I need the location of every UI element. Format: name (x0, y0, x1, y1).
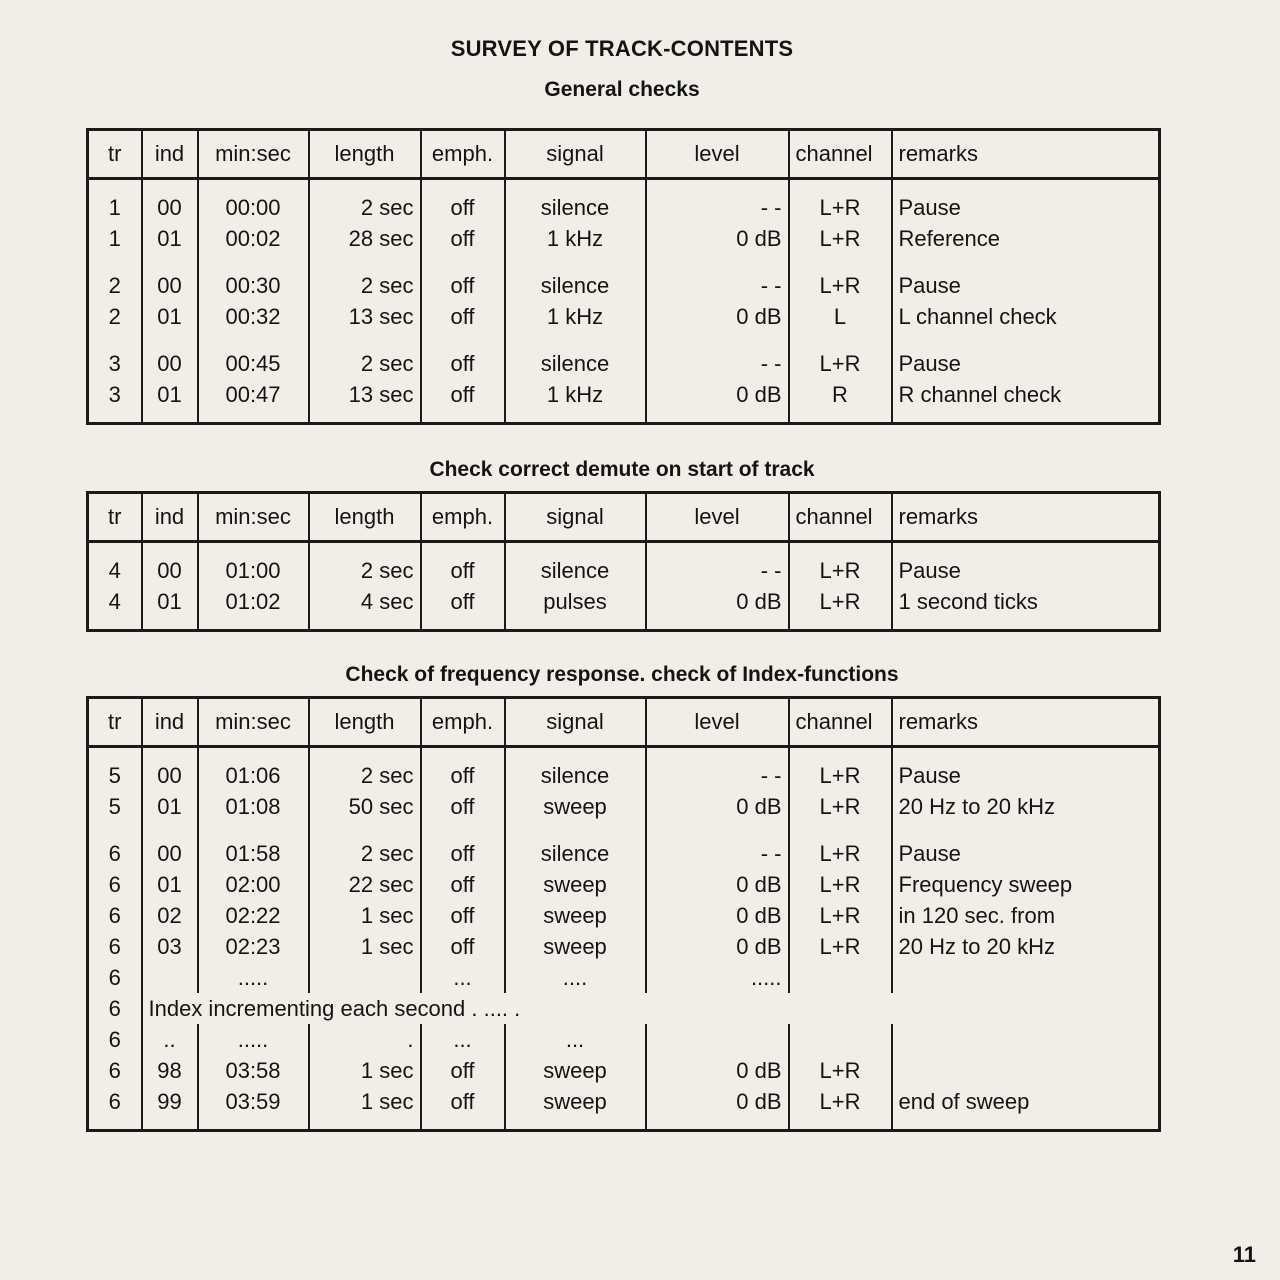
row-spacer (88, 179, 1160, 193)
cell-ind: 00 (142, 348, 198, 379)
cell-min-sec: 00:30 (198, 270, 309, 301)
cell-length: 1 sec (309, 900, 421, 931)
cell-ind: 00 (142, 838, 198, 869)
table-row (88, 931, 1160, 962)
cell-emph: off (421, 586, 505, 617)
cell-ind: 01 (142, 223, 198, 254)
header-col-length: length (309, 493, 421, 542)
cell-length: 13 sec (309, 301, 421, 332)
cell-remarks: Pause (892, 555, 1160, 586)
cell-min-sec: 00:02 (198, 223, 309, 254)
cell-remarks: in 120 sec. from (892, 900, 1160, 931)
cell-ind: 01 (142, 379, 198, 410)
cell-channel (789, 962, 892, 993)
cell-tr: 6 (108, 965, 121, 990)
cell-length (309, 962, 421, 993)
row-spacer (88, 410, 1160, 424)
cell-length: 2 sec (309, 555, 421, 586)
cell-index-note: Index incrementing each second . .... . (142, 993, 1160, 1024)
cell-remarks (892, 1024, 1160, 1055)
table-row (88, 993, 1160, 1024)
cell-signal: sweep (505, 1055, 646, 1086)
cell-min-sec: 02:23 (198, 931, 309, 962)
cell-signal: silence (505, 348, 646, 379)
row-spacer (88, 254, 1160, 270)
cell-signal: sweep (505, 1086, 646, 1117)
frequency-response-table (86, 696, 1161, 1132)
cell-ind: 01 (142, 586, 198, 617)
section-title-general-checks: General checks (544, 78, 700, 101)
row-spacer (88, 822, 1160, 838)
header-col-signal: signal (505, 698, 646, 747)
table-row (88, 192, 1160, 223)
cell-tr: 3 (108, 382, 121, 407)
cell-emph: off (421, 301, 505, 332)
cell-remarks: Reference (892, 223, 1160, 254)
cell-min-sec: ..... (198, 1024, 309, 1055)
cell-length: 1 sec (309, 931, 421, 962)
cell-signal: sweep (505, 791, 646, 822)
cell-level: 0 dB (646, 1086, 789, 1117)
table-row (88, 223, 1160, 254)
cell-tr: 6 (108, 1058, 121, 1083)
cell-level: - - (646, 348, 789, 379)
cell-ind: 00 (142, 270, 198, 301)
cell-tr: 5 (108, 794, 121, 819)
cell-min-sec: 03:58 (198, 1055, 309, 1086)
cell-min-sec: 01:06 (198, 760, 309, 791)
cell-tr: 5 (108, 763, 121, 788)
demute-check-table (86, 491, 1161, 632)
cell-tr: 6 (108, 872, 121, 897)
cell-level: 0 dB (646, 900, 789, 931)
cell-level: 0 dB (646, 869, 789, 900)
table-row (88, 586, 1160, 617)
header-col-signal: signal (505, 493, 646, 542)
cell-level: 0 dB (646, 223, 789, 254)
table-row (88, 348, 1160, 379)
table-row (88, 1055, 1160, 1086)
cell-tr: 6 (108, 841, 121, 866)
table-row (88, 838, 1160, 869)
header-col-channel: channel (789, 130, 892, 179)
header-col-min-sec: min:sec (198, 493, 309, 542)
cell-level: - - (646, 192, 789, 223)
table-row (88, 1086, 1160, 1117)
header-col-ind: ind (142, 698, 198, 747)
table-row (88, 379, 1160, 410)
row-spacer (88, 617, 1160, 631)
cell-level: - - (646, 760, 789, 791)
cell-ind: 03 (142, 931, 198, 962)
cell-channel: L+R (789, 760, 892, 791)
cell-signal: ... (505, 1024, 646, 1055)
header-col-emph: emph. (421, 493, 505, 542)
cell-emph: off (421, 192, 505, 223)
cell-emph: off (421, 931, 505, 962)
page-title: SURVEY OF TRACK-CONTENTS (450, 36, 794, 61)
header-col-tr: tr (88, 130, 142, 179)
cell-signal: 1 kHz (505, 379, 646, 410)
table-header (88, 698, 1160, 747)
cell-min-sec: 03:59 (198, 1086, 309, 1117)
cell-signal: silence (505, 760, 646, 791)
cell-ind: 99 (142, 1086, 198, 1117)
cell-signal: silence (505, 555, 646, 586)
cell-emph: off (421, 791, 505, 822)
cell-emph: off (421, 270, 505, 301)
cell-level: 0 dB (646, 931, 789, 962)
cell-remarks: Pause (892, 270, 1160, 301)
cell-signal: 1 kHz (505, 301, 646, 332)
cell-remarks: Pause (892, 838, 1160, 869)
cell-emph: off (421, 838, 505, 869)
cell-remarks: Pause (892, 760, 1160, 791)
header-col-signal: signal (505, 130, 646, 179)
cell-signal: silence (505, 270, 646, 301)
row-spacer (88, 1117, 1160, 1131)
cell-tr: 4 (108, 589, 121, 614)
cell-remarks: 20 Hz to 20 kHz (892, 931, 1160, 962)
cell-length: 2 sec (309, 348, 421, 379)
header-col-length: length (309, 698, 421, 747)
cell-tr: 3 (108, 351, 121, 376)
cell-ind: 00 (142, 555, 198, 586)
cell-min-sec: 01:00 (198, 555, 309, 586)
cell-emph: off (421, 379, 505, 410)
header-col-tr: tr (88, 493, 142, 542)
header-col-level: level (646, 130, 789, 179)
cell-channel: L+R (789, 931, 892, 962)
header-col-ind: ind (142, 130, 198, 179)
cell-channel: L+R (789, 223, 892, 254)
cell-length: 2 sec (309, 838, 421, 869)
cell-emph: ... (421, 1024, 505, 1055)
cell-length: 2 sec (309, 760, 421, 791)
cell-level: 0 dB (646, 791, 789, 822)
cell-channel: L+R (789, 1055, 892, 1086)
cell-length: 1 sec (309, 1086, 421, 1117)
cell-length: 22 sec (309, 869, 421, 900)
header-col-remarks: remarks (892, 698, 1160, 747)
cell-level: 0 dB (646, 586, 789, 617)
cell-remarks: R channel check (892, 379, 1160, 410)
table-row (88, 962, 1160, 993)
section-title-frequency-response: Check of frequency response. check of Index-functions (345, 663, 899, 686)
table-header (88, 493, 1160, 542)
cell-signal: pulses (505, 586, 646, 617)
cell-emph: off (421, 900, 505, 931)
cell-ind: 02 (142, 900, 198, 931)
cell-channel: L+R (789, 192, 892, 223)
cell-length: 2 sec (309, 192, 421, 223)
cell-channel: L+R (789, 869, 892, 900)
cell-signal: .... (505, 962, 646, 993)
row-spacer (88, 542, 1160, 556)
cell-ind (142, 962, 198, 993)
table-row (88, 869, 1160, 900)
header-col-level: level (646, 698, 789, 747)
cell-remarks: 20 Hz to 20 kHz (892, 791, 1160, 822)
cell-emph: off (421, 555, 505, 586)
cell-length: 13 sec (309, 379, 421, 410)
cell-tr: 6 (108, 1027, 121, 1052)
cell-emph: off (421, 1086, 505, 1117)
cell-min-sec: 01:02 (198, 586, 309, 617)
table-row (88, 760, 1160, 791)
table-row (88, 555, 1160, 586)
cell-ind: 01 (142, 301, 198, 332)
section-title-demute-check: Check correct demute on start of track (429, 458, 815, 481)
cell-signal: silence (505, 838, 646, 869)
header-col-level: level (646, 493, 789, 542)
cell-signal: 1 kHz (505, 223, 646, 254)
cell-min-sec: 00:45 (198, 348, 309, 379)
cell-channel: L (789, 301, 892, 332)
table-row (88, 270, 1160, 301)
page-number: 11 (1232, 1242, 1256, 1267)
cell-channel (789, 1024, 892, 1055)
cell-remarks (892, 962, 1160, 993)
table-row (88, 1024, 1160, 1055)
cell-length: 50 sec (309, 791, 421, 822)
cell-remarks: end of sweep (892, 1086, 1160, 1117)
header-col-min-sec: min:sec (198, 698, 309, 747)
cell-min-sec: 00:32 (198, 301, 309, 332)
cell-min-sec: ..... (198, 962, 309, 993)
cell-length: . (309, 1024, 421, 1055)
cell-channel: L+R (789, 838, 892, 869)
table-row (88, 791, 1160, 822)
header-col-channel: channel (789, 698, 892, 747)
cell-remarks: Pause (892, 348, 1160, 379)
cell-signal: silence (505, 192, 646, 223)
cell-tr: 6 (108, 934, 121, 959)
cell-tr: 2 (108, 273, 121, 298)
cell-length: 1 sec (309, 1055, 421, 1086)
cell-channel: L+R (789, 555, 892, 586)
cell-level (646, 1024, 789, 1055)
cell-channel: L+R (789, 586, 892, 617)
row-spacer (88, 747, 1160, 761)
cell-emph: off (421, 1055, 505, 1086)
table-header (88, 130, 1160, 179)
cell-ind: 01 (142, 791, 198, 822)
header-col-emph: emph. (421, 698, 505, 747)
cell-level: - - (646, 838, 789, 869)
cell-channel: L+R (789, 1086, 892, 1117)
cell-level: 0 dB (646, 301, 789, 332)
cell-remarks: Frequency sweep (892, 869, 1160, 900)
cell-channel: L+R (789, 270, 892, 301)
header-col-min-sec: min:sec (198, 130, 309, 179)
cell-min-sec: 00:00 (198, 192, 309, 223)
cell-emph: off (421, 760, 505, 791)
header-col-remarks: remarks (892, 493, 1160, 542)
cell-min-sec: 01:08 (198, 791, 309, 822)
header-col-remarks: remarks (892, 130, 1160, 179)
header-col-ind: ind (142, 493, 198, 542)
cell-min-sec: 00:47 (198, 379, 309, 410)
cell-min-sec: 01:58 (198, 838, 309, 869)
cell-level: ..... (646, 962, 789, 993)
cell-channel: L+R (789, 348, 892, 379)
cell-signal: sweep (505, 931, 646, 962)
cell-remarks (892, 1055, 1160, 1086)
cell-emph: off (421, 869, 505, 900)
cell-emph: ... (421, 962, 505, 993)
cell-emph: off (421, 348, 505, 379)
table-row (88, 900, 1160, 931)
cell-level: 0 dB (646, 1055, 789, 1086)
cell-tr: 1 (108, 195, 121, 220)
cell-ind: .. (142, 1024, 198, 1055)
cell-tr: 1 (108, 226, 121, 251)
cell-signal: sweep (505, 900, 646, 931)
header-col-channel: channel (789, 493, 892, 542)
cell-ind: 00 (142, 760, 198, 791)
cell-remarks: Pause (892, 192, 1160, 223)
cell-length: 2 sec (309, 270, 421, 301)
row-spacer (88, 332, 1160, 348)
cell-level: 0 dB (646, 379, 789, 410)
cell-min-sec: 02:00 (198, 869, 309, 900)
cell-length: 28 sec (309, 223, 421, 254)
cell-channel: L+R (789, 900, 892, 931)
cell-length: 4 sec (309, 586, 421, 617)
cell-level: - - (646, 555, 789, 586)
cell-tr: 6 (108, 996, 121, 1021)
cell-emph: off (421, 223, 505, 254)
cell-tr: 6 (108, 903, 121, 928)
cell-ind: 98 (142, 1055, 198, 1086)
cell-channel: R (789, 379, 892, 410)
header-col-tr: tr (88, 698, 142, 747)
header-col-emph: emph. (421, 130, 505, 179)
cell-ind: 01 (142, 869, 198, 900)
header-col-length: length (309, 130, 421, 179)
cell-signal: sweep (505, 869, 646, 900)
table-row (88, 301, 1160, 332)
cell-tr: 2 (108, 304, 121, 329)
cell-min-sec: 02:22 (198, 900, 309, 931)
cell-tr: 4 (108, 558, 121, 583)
cell-ind: 00 (142, 192, 198, 223)
general-checks-table (86, 128, 1161, 425)
cell-level: - - (646, 270, 789, 301)
cell-remarks: L channel check (892, 301, 1160, 332)
cell-remarks: 1 second ticks (892, 586, 1160, 617)
cell-channel: L+R (789, 791, 892, 822)
cell-tr: 6 (108, 1089, 121, 1114)
